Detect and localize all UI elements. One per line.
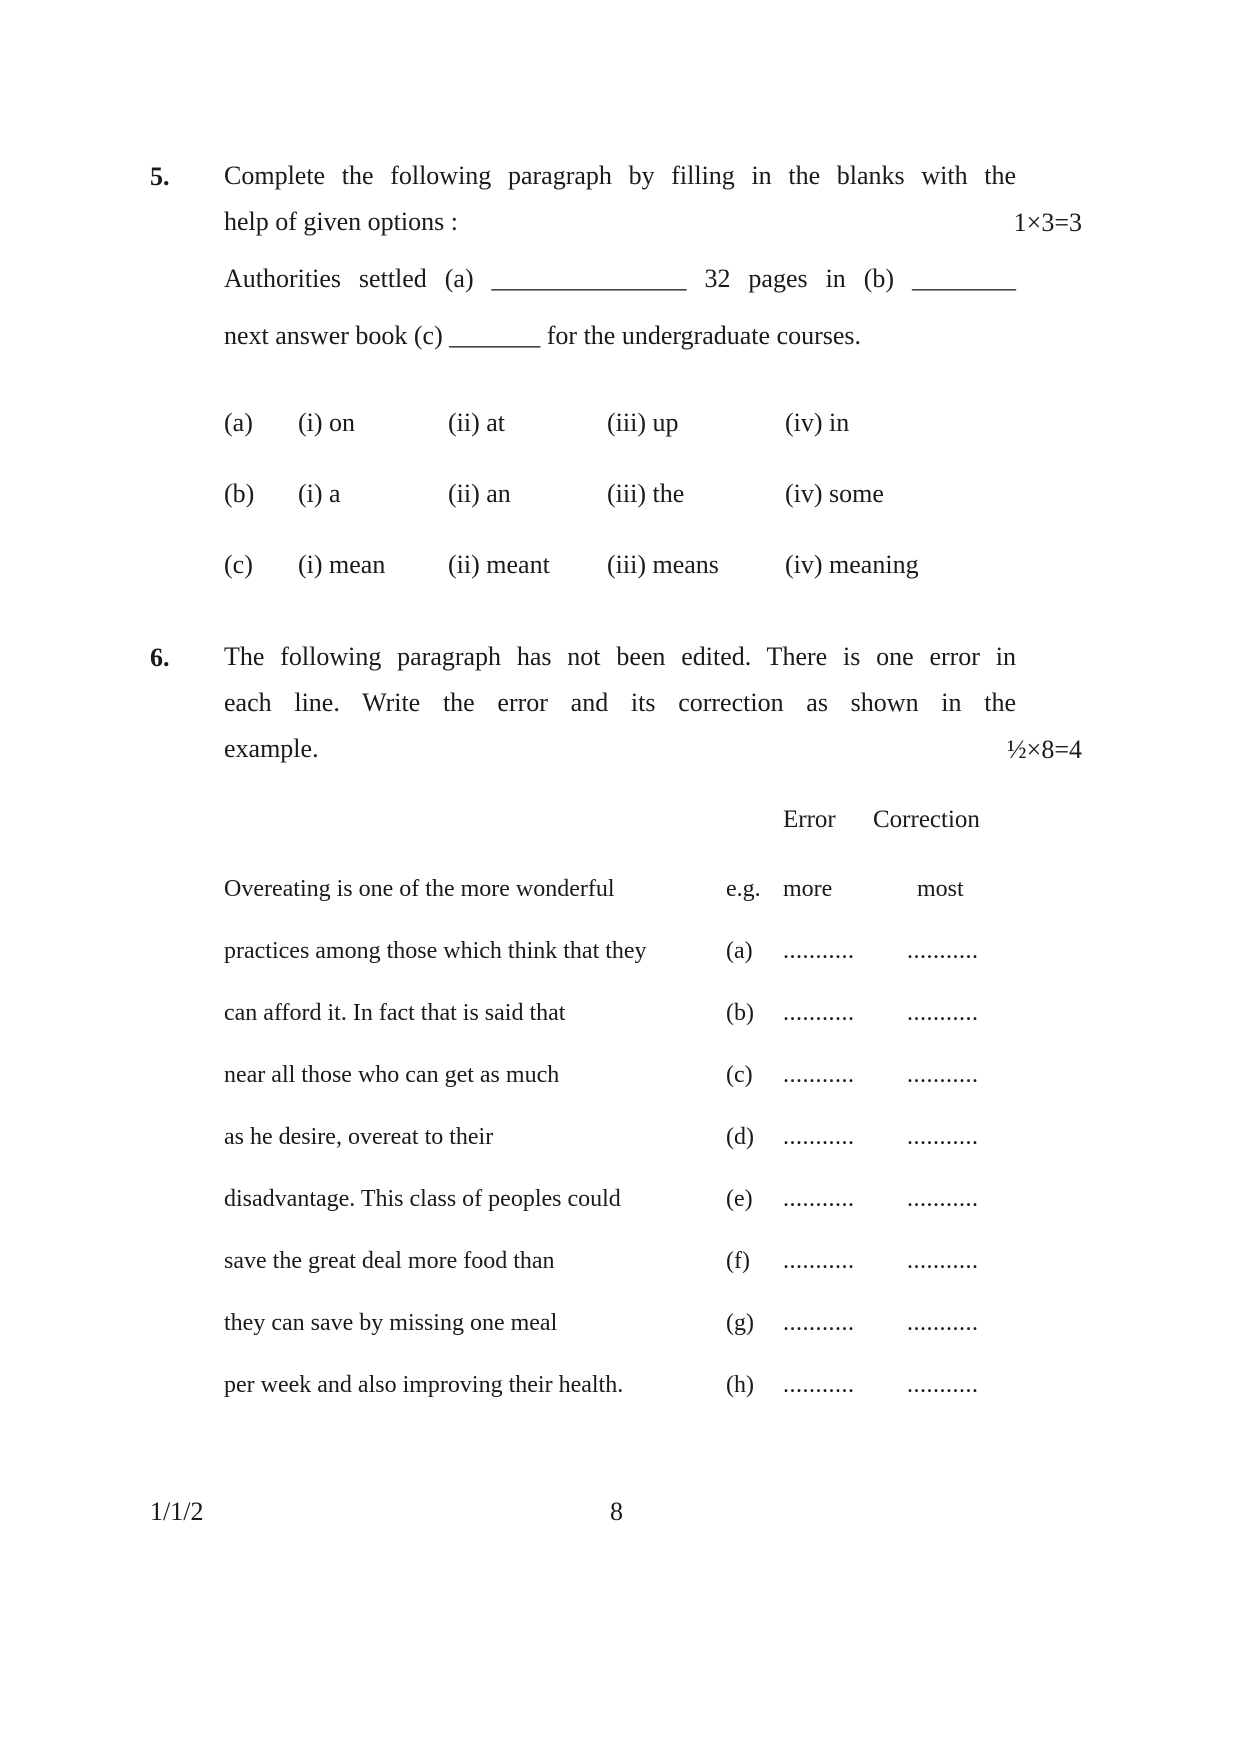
row-error: ...........	[783, 1124, 855, 1150]
row-text: they can save by missing one meal	[224, 1310, 558, 1336]
q5-option-choice: (iv) some	[785, 479, 884, 508]
q5-option-choice: (iv) meaning	[785, 550, 919, 579]
row-correction: ...........	[907, 1186, 979, 1212]
row-label: (h)	[726, 1372, 754, 1398]
row-error: ...........	[783, 1372, 855, 1398]
row-error: ...........	[783, 1062, 855, 1088]
q5-option-choice: (iv) in	[785, 408, 850, 437]
row-text: as he desire, overeat to their	[224, 1124, 494, 1150]
row-label: (b)	[726, 1000, 754, 1026]
row-text: disadvantage. This class of peoples could	[224, 1186, 621, 1212]
q5-option-choice: (ii) at	[448, 408, 506, 437]
row-correction: ...........	[907, 1372, 979, 1398]
row-correction: ...........	[907, 1000, 979, 1026]
row-text: practices among those which think that they	[224, 938, 647, 964]
row-label: e.g.	[726, 876, 761, 902]
row-correction: ...........	[907, 1248, 979, 1274]
row-error: more	[783, 876, 833, 902]
row-correction: ...........	[907, 1062, 979, 1088]
q6-marks: ½×8=4	[1007, 735, 1082, 764]
q5-option-row-label: (a)	[224, 408, 253, 437]
row-text: Overeating is one of the more wonderful	[224, 876, 615, 902]
page-number: 8	[610, 1497, 623, 1526]
row-text: can afford it. In fact that is said that	[224, 1000, 566, 1026]
q5-prompt-line2: help of given options :	[224, 207, 458, 236]
column-header-error: Error	[783, 806, 836, 833]
q5-option-row-label: (b)	[224, 479, 255, 508]
row-correction: ...........	[907, 1124, 979, 1150]
q5-marks: 1×3=3	[1013, 208, 1082, 237]
row-error: ...........	[783, 1310, 855, 1336]
q6-prompt-line1: The following paragraph has not been edited. There is one error in	[224, 642, 1016, 671]
q5-prompt-line1: Complete the following paragraph by filling in the blanks with the	[224, 161, 1016, 190]
row-text: near all those who can get as much	[224, 1062, 560, 1088]
row-text: save the great deal more food than	[224, 1248, 555, 1274]
q6-prompt-line3: example.	[224, 734, 319, 763]
row-error: ...........	[783, 938, 855, 964]
row-label: (f)	[726, 1248, 750, 1274]
q5-passage-line1: Authorities settled (a) _______________ 32 pages in (b) ________	[224, 264, 1016, 293]
row-error: ...........	[783, 1000, 855, 1026]
row-error: ...........	[783, 1248, 855, 1274]
q5-option-choice: (iii) the	[607, 479, 685, 508]
row-label: (a)	[726, 938, 753, 964]
q5-option-choice: (i) on	[298, 408, 356, 437]
q5-number: 5.	[150, 162, 170, 191]
row-correction: most	[917, 876, 964, 902]
q5-option-row-label: (c)	[224, 550, 253, 579]
q5-option-choice: (i) a	[298, 479, 341, 508]
row-label: (c)	[726, 1062, 753, 1088]
q6-number: 6.	[150, 643, 170, 672]
row-label: (d)	[726, 1124, 754, 1150]
q5-passage-line2: next answer book (c) _______ for the undergraduate courses.	[224, 321, 862, 350]
row-correction: ...........	[907, 1310, 979, 1336]
paper-code: 1/1/2	[150, 1497, 204, 1526]
row-label: (g)	[726, 1310, 754, 1336]
q5-option-choice: (ii) meant	[448, 550, 550, 579]
row-error: ...........	[783, 1186, 855, 1212]
q5-option-choice: (iii) means	[607, 550, 719, 579]
row-text: per week and also improving their health.	[224, 1372, 624, 1398]
q5-option-choice: (ii) an	[448, 479, 511, 508]
column-header-correction: Correction	[873, 806, 980, 833]
q5-option-choice: (i) mean	[298, 550, 386, 579]
q6-prompt-line2: each line. Write the error and its correction as shown in the	[224, 688, 1016, 717]
q5-option-choice: (iii) up	[607, 408, 679, 437]
row-correction: ...........	[907, 938, 979, 964]
row-label: (e)	[726, 1186, 753, 1212]
